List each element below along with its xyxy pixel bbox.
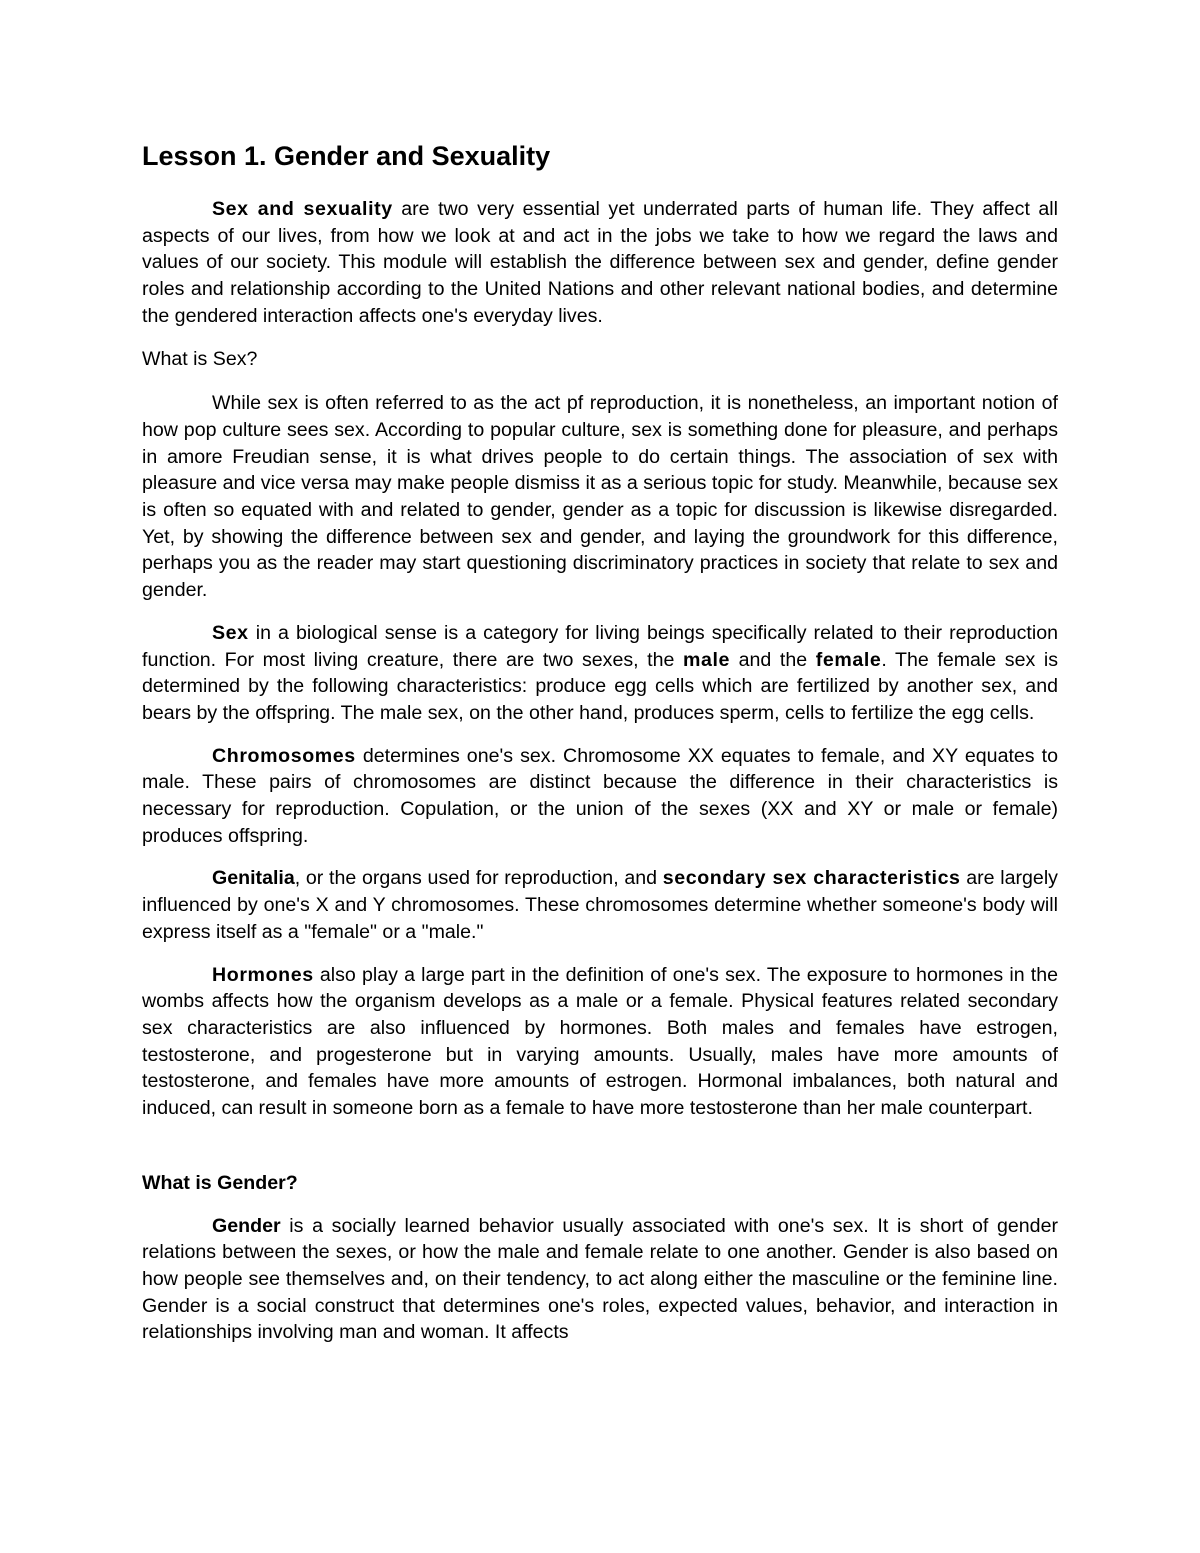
heading-what-is-sex: What is Sex? (142, 347, 258, 370)
hormones-text: also play a large part in the definition of one's sex. The exposure to hormones in the wombs affects how the organism develops as a male or a female. Physical features related secondary sex characteristics are also influenced by hormones. Both males and females have estrogen, testosterone, and progesterone but in varying amounts. Usually, males have more amounts of testosterone, and females have more amounts of estrogen. Hormonal imbalances, both natural and induced, can result in someone born as a female to have more testosterone than her male counterpart. (142, 963, 1058, 1120)
term-hormones: Hormones (212, 963, 314, 986)
chromosomes-text: determines one's sex. Chromosome XX equates to female, and XY equates to male. These pairs of chromosomes are distinct because the difference in their characteristics is necessary for reproduction. Copulation, or the union of the sexes (XX and XY or male or female) produces offspring. (142, 744, 1058, 847)
chromosomes-paragraph (142, 743, 1058, 850)
sex-text-c: . The female sex is determined by the following characteristics: produce egg cells which are fertilized by another sex, and bears by the offspring. The male sex, on the other hand, produces sperm, cells to fertilize the egg cells. (142, 648, 1058, 724)
intro-text: are two very essential yet underrated parts of human life. They affect all aspects of our lives, from how we look at and act in the jobs we take to how we regard the laws and values of our society. This module will establish the difference between sex and gender, define gender roles and relationship according to the United Nations and other relevant national bodies, and determine the gendered interaction affects one's everyday lives. (142, 198, 1058, 327)
document-page (142, 138, 1058, 1346)
term-chromosomes: Chromosomes (212, 744, 356, 767)
intro-paragraph (142, 196, 1058, 330)
term-female: female (815, 648, 882, 671)
sex-paragraph-popculture: While sex is often referred to as the act pf reproduction, it is nonetheless, an important notion of how pop culture sees sex. According to popular culture, sex is something done for pleasure, and perhaps in amore Freudian sense, it is what drives people to do certain things. The association of sex with pleasure and vice versa may make people dismiss it as a serious topic for study. Meanwhile, because sex is often so equated with and related to gender, gender as a topic for discussion is likewise disregarded. Yet, by showing the difference between sex and gender, and laying the groundwork for this difference, perhaps you as the reader may start questioning discriminatory practices in society that relate to sex and gender. (142, 392, 1058, 602)
term-sex-and-sexuality: Sex and sexuality (212, 198, 393, 220)
hormones-paragraph (142, 962, 1058, 1122)
page-title: Lesson 1. Gender and Sexuality (142, 141, 551, 171)
genitalia-paragraph (142, 865, 1058, 945)
term-male: male (682, 648, 731, 671)
term-sex: Sex (212, 621, 249, 644)
genitalia-text-a: , or the organs used for reproduction, and (294, 867, 663, 890)
gender-paragraph (142, 1213, 1058, 1347)
genitalia-text-b: are largely influenced by one's X and Y chromosomes. These chromosomes determine whether someone's body will express itself as a "female" or a "male." (142, 867, 1058, 943)
sex-paragraph-biological (142, 620, 1058, 727)
sex-text-a: in a biological sense is a category for living beings specifically related to their reproduction function. For most living creature, there are two sexes, the (142, 621, 1058, 671)
heading-what-is-gender: What is Gender? (142, 1171, 298, 1194)
term-genitalia: Genitalia (212, 867, 295, 890)
term-secondary-sex-characteristics: secondary sex characteristics (662, 867, 961, 890)
gender-text: is a socially learned behavior usually associated with one's sex. It is short of gender relations between the sexes, or how the male and female relate to one another. Gender is also based on how people see themselves and, on their tendency, to act along either the masculine or the feminine line. Gender is a social construct that determines one's roles, expected values, behavior, and interaction in relationships involving man and woman. It affects (142, 1214, 1058, 1344)
sex-text-b: and the (730, 648, 816, 671)
term-gender: Gender (212, 1214, 281, 1237)
